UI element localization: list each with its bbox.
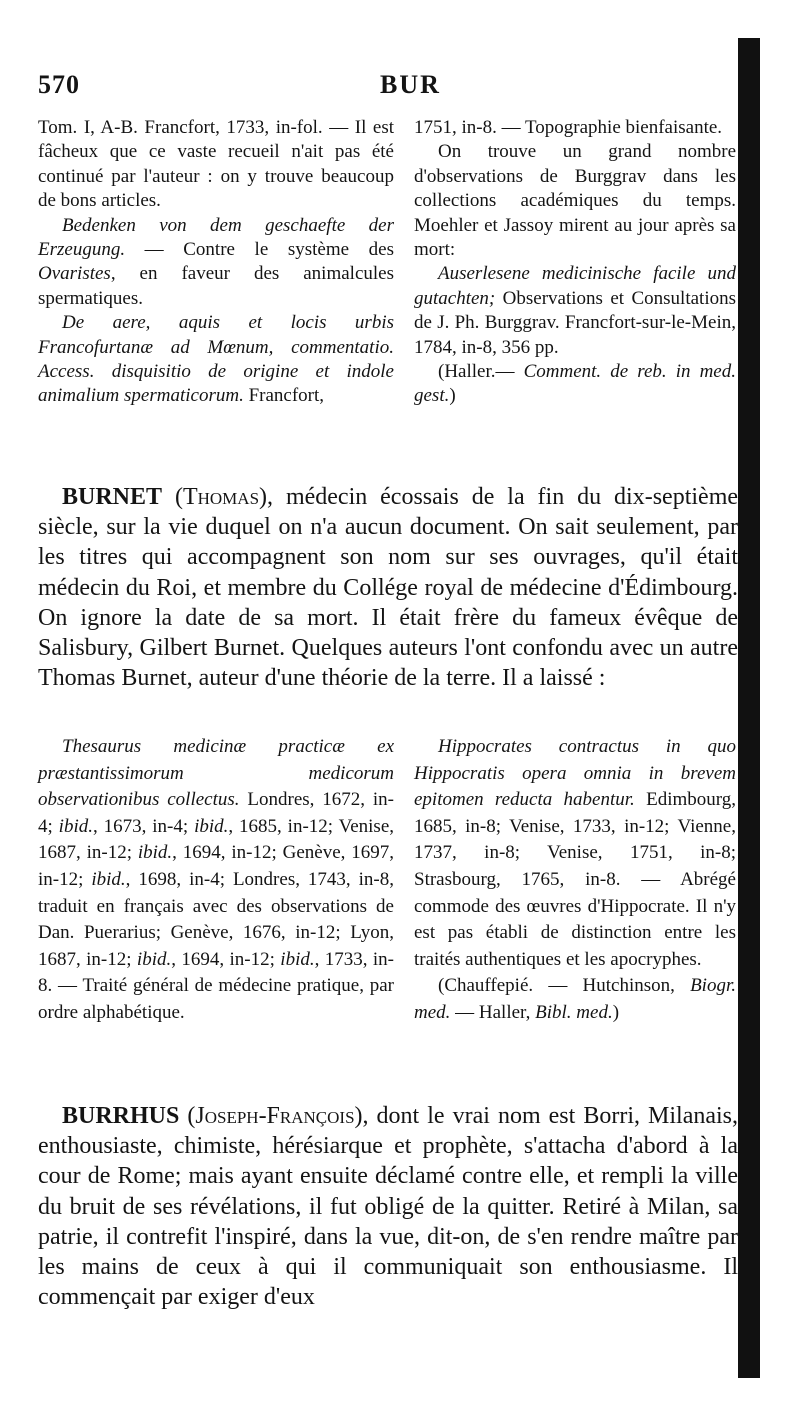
text-run: Francfort, bbox=[243, 385, 325, 407]
text-run: , 1673, in-4; bbox=[92, 815, 195, 837]
italic-term: ibid. bbox=[194, 815, 229, 837]
italic-term: ibid. bbox=[91, 868, 126, 890]
entry-burrhus bbox=[38, 1101, 738, 1312]
text-run: — Contre le système des bbox=[125, 239, 394, 261]
entry-name: BURRHUS bbox=[62, 1103, 180, 1129]
entry-given-name: (Joseph-François) bbox=[187, 1103, 363, 1129]
page-header bbox=[38, 70, 738, 110]
text-run: , 1685, in-12; Venise, 1687, in-12; bbox=[38, 815, 394, 864]
italic-term: Biogr. med. bbox=[414, 975, 736, 1023]
bibliography-item bbox=[38, 734, 394, 1027]
italic-term: ibid. bbox=[280, 948, 315, 970]
page-number: 570 bbox=[38, 70, 80, 99]
text-run: , 1694, in-12; bbox=[171, 948, 281, 970]
entry-given-name: (Thomas) bbox=[174, 484, 268, 510]
italic-term: ibid. bbox=[58, 815, 93, 837]
work-title: De aere, aquis et locis urbis Francofurtanæ ad Mœnum, commentatio. Access. disquisitio de origine et indole animalium spermaticorum. bbox=[38, 312, 394, 407]
work-title: Bedenken von dem geschaefte der Erzeugung. bbox=[38, 214, 394, 261]
italic-term: ibid. bbox=[137, 842, 173, 864]
text-run: Observations et Consultations de J. Ph. Burggrav. Francfort-sur-le-Mein, 1784, in-8, 356 pp. bbox=[414, 287, 736, 358]
page-edge-shadow bbox=[738, 38, 760, 1378]
text-run: Edimbourg, 1685, in-8; Venise, 1733, in-12; Vienne, 1737, in-8; Venise, 1751, in-8; Strasbourg, 1765, in-8. — Abrégé commode des œuvres d'Hippocrate. Il n'y est pas établi de distinction entre les traités authentiques et les apocryphes. bbox=[414, 789, 736, 970]
top-left-paragraph-2 bbox=[38, 214, 394, 312]
text-run: (Chauffepié. — Hutchinson, bbox=[438, 975, 691, 997]
bottom-left-column bbox=[38, 734, 394, 1027]
bibliography-item bbox=[414, 734, 736, 973]
running-head: BUR bbox=[380, 70, 441, 99]
top-right-sources bbox=[414, 360, 736, 409]
entry-name: BURNET bbox=[62, 484, 163, 510]
italic-term: Comment. de reb. in med. gest. bbox=[414, 361, 736, 407]
text-run: Londres, 1672, in-4; bbox=[38, 789, 394, 837]
top-right-paragraph-3 bbox=[414, 262, 736, 360]
text-run: — Haller, bbox=[450, 1001, 536, 1023]
top-right-paragraph-2: On trouve un grand nombre d'observations de Burggrav dans les collections académiques du temps. Moehler et Jassoy mirent au jour après sa mort: bbox=[414, 141, 736, 261]
text-run: (Haller.— bbox=[438, 361, 524, 383]
entry-text: , dont le vrai nom est Borri, Milanais, enthousiaste, chimiste, hérésiarque et prophète, s'attacha d'abord à la cour de Rome; mais ayant ensuite déclamé contre elle, et rempli la ville du bruit de ses révélations, il fut obligé de la quitter. Retiré à Milan, sa patrie, il contrefit l'inspiré, dans la vue, dit-on, de s'en rendre maître par les mains de ceux à qui il communiquait son enthousiasme. Il commençait par exiger d'eux bbox=[38, 1103, 738, 1311]
top-left-column bbox=[38, 116, 394, 409]
text-run: , 1694, in-12; Genève, 1697, in-12; bbox=[38, 842, 395, 890]
text-run: , en faveur des animalcules spermatiques. bbox=[38, 263, 394, 309]
text-run: , 1733, in-8. — Traité général de médecine pratique, par ordre alphabétique. bbox=[38, 948, 394, 1023]
italic-term: Ovaristes bbox=[38, 263, 111, 285]
top-left-paragraph-3 bbox=[38, 311, 394, 409]
top-right-column bbox=[414, 116, 736, 409]
text-run: ) bbox=[612, 1001, 620, 1023]
work-title: Auserlesene medicinische facile und gutachten; bbox=[414, 263, 736, 309]
work-title: Thesaurus medicinæ practicæ ex præstantissimorum medicorum observationibus collectus. bbox=[38, 736, 394, 811]
top-left-paragraph-1: Tom. I, A-B. Francfort, 1733, in-fol. — Il est fâcheux que ce vaste recueil n'ait pas été continué par l'auteur : on y trouve beaucoup de bons articles. bbox=[38, 117, 394, 212]
text-run: , 1698, in-4; Londres, 1743, in-8, traduit en français avec des observations de Dan. Puerarius; Genève, 1676, in-12; Lyon, 1687, in-12; bbox=[38, 868, 394, 970]
text-run: ) bbox=[449, 385, 456, 407]
entry-text: , médecin écossais de la fin du dix-septième siècle, sur la vie duquel on n'a aucun document. On sait seulement, par les titres qui accompagnent son nom sur ses ouvrages, qu'il était médecin du Roi, et membre du Collége royal de médecine d'Édimbourg. On ignore la date de sa mort. Il était frère du fameux évêque de Salisbury, Gilbert Burnet. Quelques auteurs l'ont confondu avec un autre Thomas Burnet, auteur d'une théorie de la terre. Il a laissé : bbox=[38, 484, 739, 692]
italic-term: ibid. bbox=[136, 948, 172, 970]
bottom-right-column bbox=[414, 734, 736, 1027]
entry-burnet bbox=[38, 482, 738, 693]
bottom-right-sources bbox=[414, 973, 736, 1026]
work-title: Hippocrates contractus in quo Hippocratis opera omnia in brevem epitomen reducta habentur. bbox=[414, 736, 736, 811]
top-right-paragraph-1: 1751, in-8. — Topographie bienfaisante. bbox=[414, 117, 723, 138]
italic-term: Bibl. med. bbox=[535, 1001, 613, 1023]
